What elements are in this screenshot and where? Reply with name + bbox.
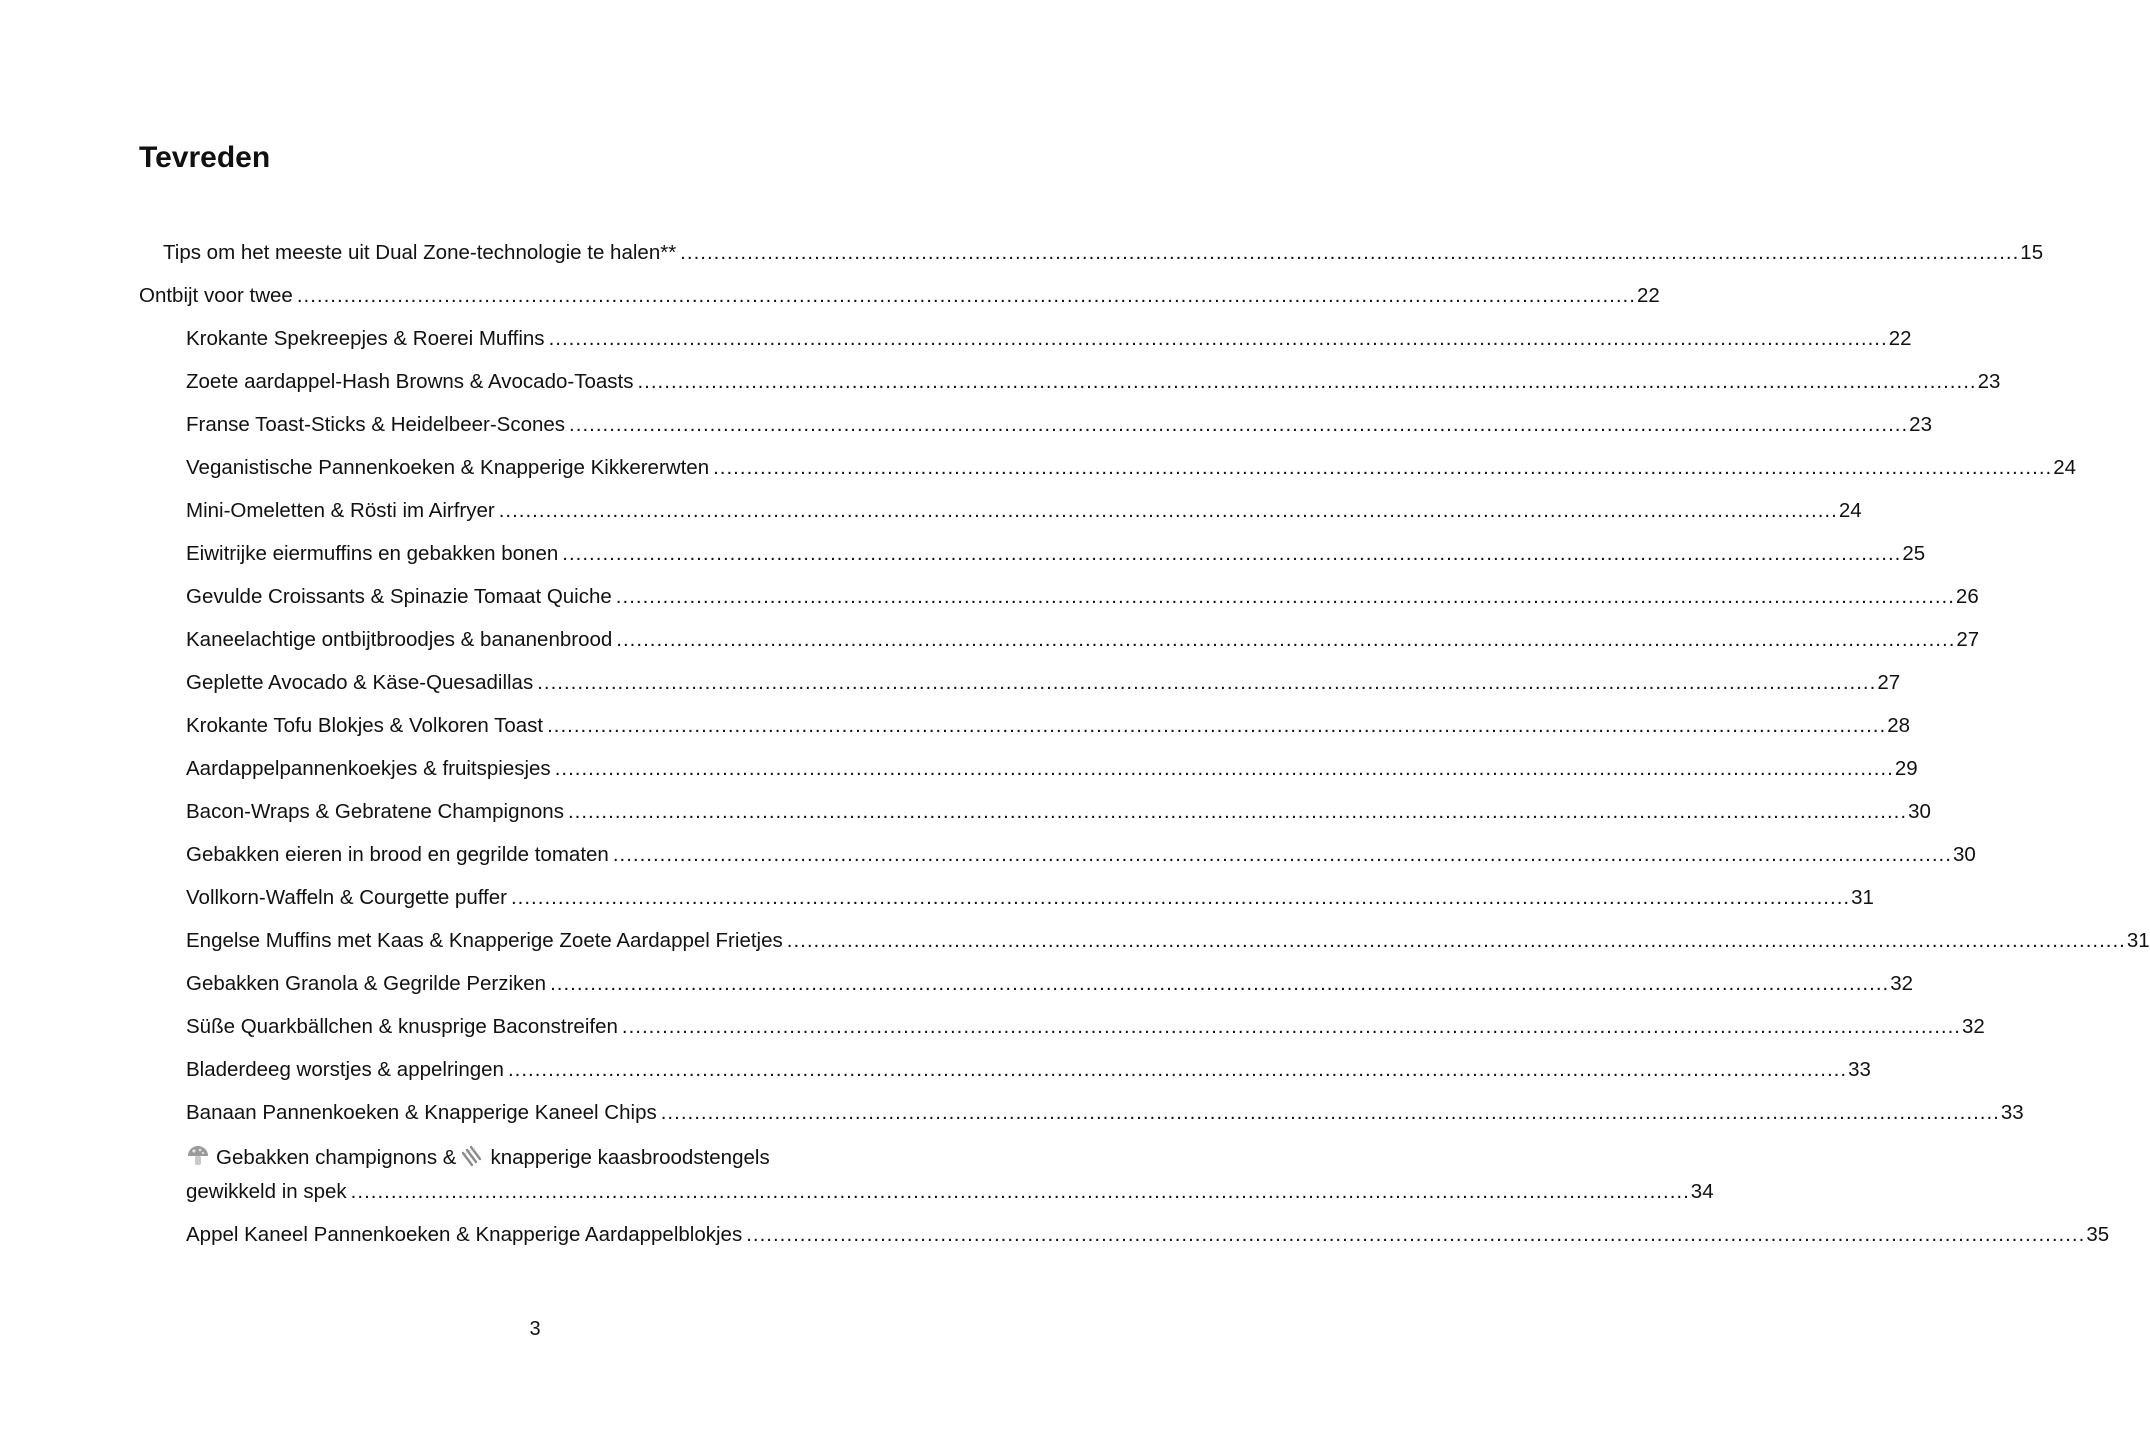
- toc-page-number: 30: [1908, 800, 1931, 823]
- page-title: Tevreden: [139, 141, 271, 174]
- toc-entry-label: Aardappelpannenkoekjes & fruitspiesjes: [186, 757, 551, 780]
- dot-leader: ........................................................................................................................................................................................................: [786, 929, 2126, 952]
- toc-page-number: 31: [1851, 886, 1874, 909]
- toc-entry[interactable]: [186, 540, 1926, 568]
- dot-leader: ........................................................................................................................................................................................................: [616, 628, 1956, 651]
- dot-leader: ........................................................................................................................................................................................................: [612, 843, 1952, 866]
- dot-leader: ........................................................................................................................................................................................................: [548, 327, 1888, 350]
- page-number: 3: [529, 1318, 541, 1340]
- toc-entry-label: Gevulde Croissants & Spinazie Tomaat Quiche: [186, 585, 612, 608]
- toc-page-number: 28: [1887, 714, 1911, 737]
- dot-leader: ........................................................................................................................................................................................................: [350, 1180, 1690, 1203]
- toc-entry[interactable]: [186, 755, 1918, 783]
- toc-page-number: 31: [2126, 929, 2150, 952]
- dot-leader: ........................................................................................................................................................................................................: [746, 1223, 2086, 1246]
- toc-entry-label: Appel Kaneel Pannenkoeken & Knapperige Aardappelblokjes: [186, 1223, 743, 1246]
- toc-entry-label: Bacon-Wraps & Gebratene Champignons: [186, 800, 564, 823]
- toc-entry[interactable]: [186, 1013, 1985, 1041]
- toc-page-number: 22: [1888, 327, 1912, 350]
- dot-leader: ........................................................................................................................................................................................................: [713, 456, 2053, 479]
- toc-page-number: 27: [1877, 671, 1901, 694]
- toc-entry[interactable]: [186, 884, 1874, 912]
- toc-entry-label-part2: knapperige kaasbroodstengels: [490, 1146, 770, 1169]
- toc-entry[interactable]: [186, 1221, 2110, 1249]
- toc-page-number: 30: [1952, 843, 1976, 866]
- toc-entry[interactable]: [186, 454, 2077, 482]
- toc-entry[interactable]: [186, 1056, 1871, 1084]
- breadstick-icon: [460, 1145, 484, 1167]
- toc-page-number: 26: [1955, 585, 1979, 608]
- toc-page-number: 32: [1890, 972, 1914, 995]
- toc-page-number: 23: [1909, 413, 1932, 436]
- toc-entry-label: Ontbijt voor twee: [139, 284, 293, 307]
- toc-page-number: 15: [2020, 241, 2044, 264]
- toc-entry-label: Kaneelachtige ontbijtbroodjes & bananenbrood: [186, 628, 613, 651]
- dot-leader: ........................................................................................................................................................................................................: [507, 1058, 1848, 1081]
- toc-entry-champignons[interactable]: [186, 1141, 1714, 1209]
- dot-leader: ........................................................................................................................................................................................................: [537, 671, 1877, 694]
- toc-entry[interactable]: [186, 1099, 2024, 1127]
- toc-entry-label: Gebakken eieren in brood en gegrilde tomaten: [186, 843, 609, 866]
- toc-entry-label: Bladerdeeg worstjes & appelringen: [186, 1058, 504, 1081]
- dot-leader: ........................................................................................................................................................................................................: [554, 757, 1894, 780]
- toc-entry-dual-zone-tips[interactable]: [163, 239, 2044, 267]
- toc-page-number: 22: [1636, 284, 1660, 307]
- dot-leader: ........................................................................................................................................................................................................: [547, 714, 1887, 737]
- dot-leader: ........................................................................................................................................................................................................: [569, 413, 1909, 436]
- toc-page-number: 29: [1894, 757, 1918, 780]
- toc-entry-label: Krokante Tofu Blokjes & Volkoren Toast: [186, 714, 544, 737]
- toc-page-number: 33: [1848, 1058, 1871, 1081]
- mushroom-icon: [186, 1145, 210, 1167]
- toc-entry-label: Gebakken Granola & Gegrilde Perziken: [186, 972, 547, 995]
- toc-entry-label: Geplette Avocado & Käse-Quesadillas: [186, 671, 534, 694]
- toc-entry-label: Mini-Omeletten & Rösti im Airfryer: [186, 499, 495, 522]
- toc-entry-label: Veganistische Pannenkoeken & Knapperige Kikkererwten: [186, 456, 710, 479]
- toc-entry-label: Krokante Spekreepjes & Roerei Muffins: [186, 327, 545, 350]
- dot-leader: ........................................................................................................................................................................................................: [660, 1101, 2000, 1124]
- toc-entry-label: Vollkorn-Waffeln & Courgette puffer: [186, 886, 507, 909]
- dot-leader: ........................................................................................................................................................................................................: [680, 241, 2020, 264]
- toc-entry[interactable]: [186, 411, 1932, 439]
- dot-leader: ........................................................................................................................................................................................................: [550, 972, 1890, 995]
- toc-entry[interactable]: [186, 841, 1976, 869]
- toc-entry[interactable]: [186, 970, 1914, 998]
- toc-entry-label: gewikkeld in spek: [186, 1180, 347, 1203]
- toc-entry-label: Engelse Muffins met Kaas & Knapperige Zoete Aardappel Frietjes: [186, 929, 783, 952]
- dot-leader: ........................................................................................................................................................................................................: [296, 284, 1636, 307]
- toc-page-number: 33: [2000, 1101, 2024, 1124]
- toc-entry-label: Süße Quarkbällchen & knusprige Baconstreifen: [186, 1015, 618, 1038]
- dot-leader: ........................................................................................................................................................................................................: [615, 585, 1955, 608]
- toc-entry-label: Eiwitrijke eiermuffins en gebakken bonen: [186, 542, 559, 565]
- dot-leader: ........................................................................................................................................................................................................: [562, 542, 1902, 565]
- toc-entry-first-line: [186, 1141, 930, 1175]
- toc-page-number: 34: [1690, 1180, 1714, 1203]
- dot-leader: ........................................................................................................................................................................................................: [637, 370, 1977, 393]
- toc-entry[interactable]: [186, 497, 1862, 525]
- toc-entry[interactable]: [186, 712, 1911, 740]
- dot-leader: ........................................................................................................................................................................................................: [621, 1015, 1962, 1038]
- toc-entry[interactable]: [186, 669, 1901, 697]
- toc-entry[interactable]: [186, 626, 1980, 654]
- toc-page-number: 23: [1977, 370, 2001, 393]
- dot-leader: ........................................................................................................................................................................................................: [567, 800, 1908, 823]
- toc-entry[interactable]: [186, 325, 1912, 353]
- toc-entry-label-part1: Gebakken champignons &: [216, 1146, 457, 1169]
- toc-entry-label: Zoete aardappel-Hash Browns & Avocado-Toasts: [186, 370, 634, 393]
- toc-entry[interactable]: [186, 583, 1979, 611]
- toc-entry[interactable]: [186, 798, 1931, 826]
- toc-page-number: 27: [1956, 628, 1980, 651]
- toc-entry-ontbijt-voor-twee[interactable]: [139, 282, 1660, 310]
- toc-page-number: 25: [1902, 542, 1926, 565]
- toc-entry[interactable]: [186, 368, 2001, 396]
- toc-entry-label: Banaan Pannenkoeken & Knapperige Kaneel Chips: [186, 1101, 657, 1124]
- dot-leader: ........................................................................................................................................................................................................: [510, 886, 1851, 909]
- dot-leader: ........................................................................................................................................................................................................: [498, 499, 1838, 522]
- toc-page-number: 35: [2086, 1223, 2110, 1246]
- toc-entry-label: Franse Toast-Sticks & Heidelbeer-Scones: [186, 413, 566, 436]
- toc-entry-second-line: [186, 1175, 1714, 1209]
- toc-entry-label: Tips om het meeste uit Dual Zone-technologie te halen**: [163, 241, 677, 264]
- toc-page-number: 24: [1838, 499, 1862, 522]
- toc-page-number: 24: [2053, 456, 2077, 479]
- toc-entry[interactable]: [186, 927, 2150, 955]
- toc-page-number: 32: [1962, 1015, 1985, 1038]
